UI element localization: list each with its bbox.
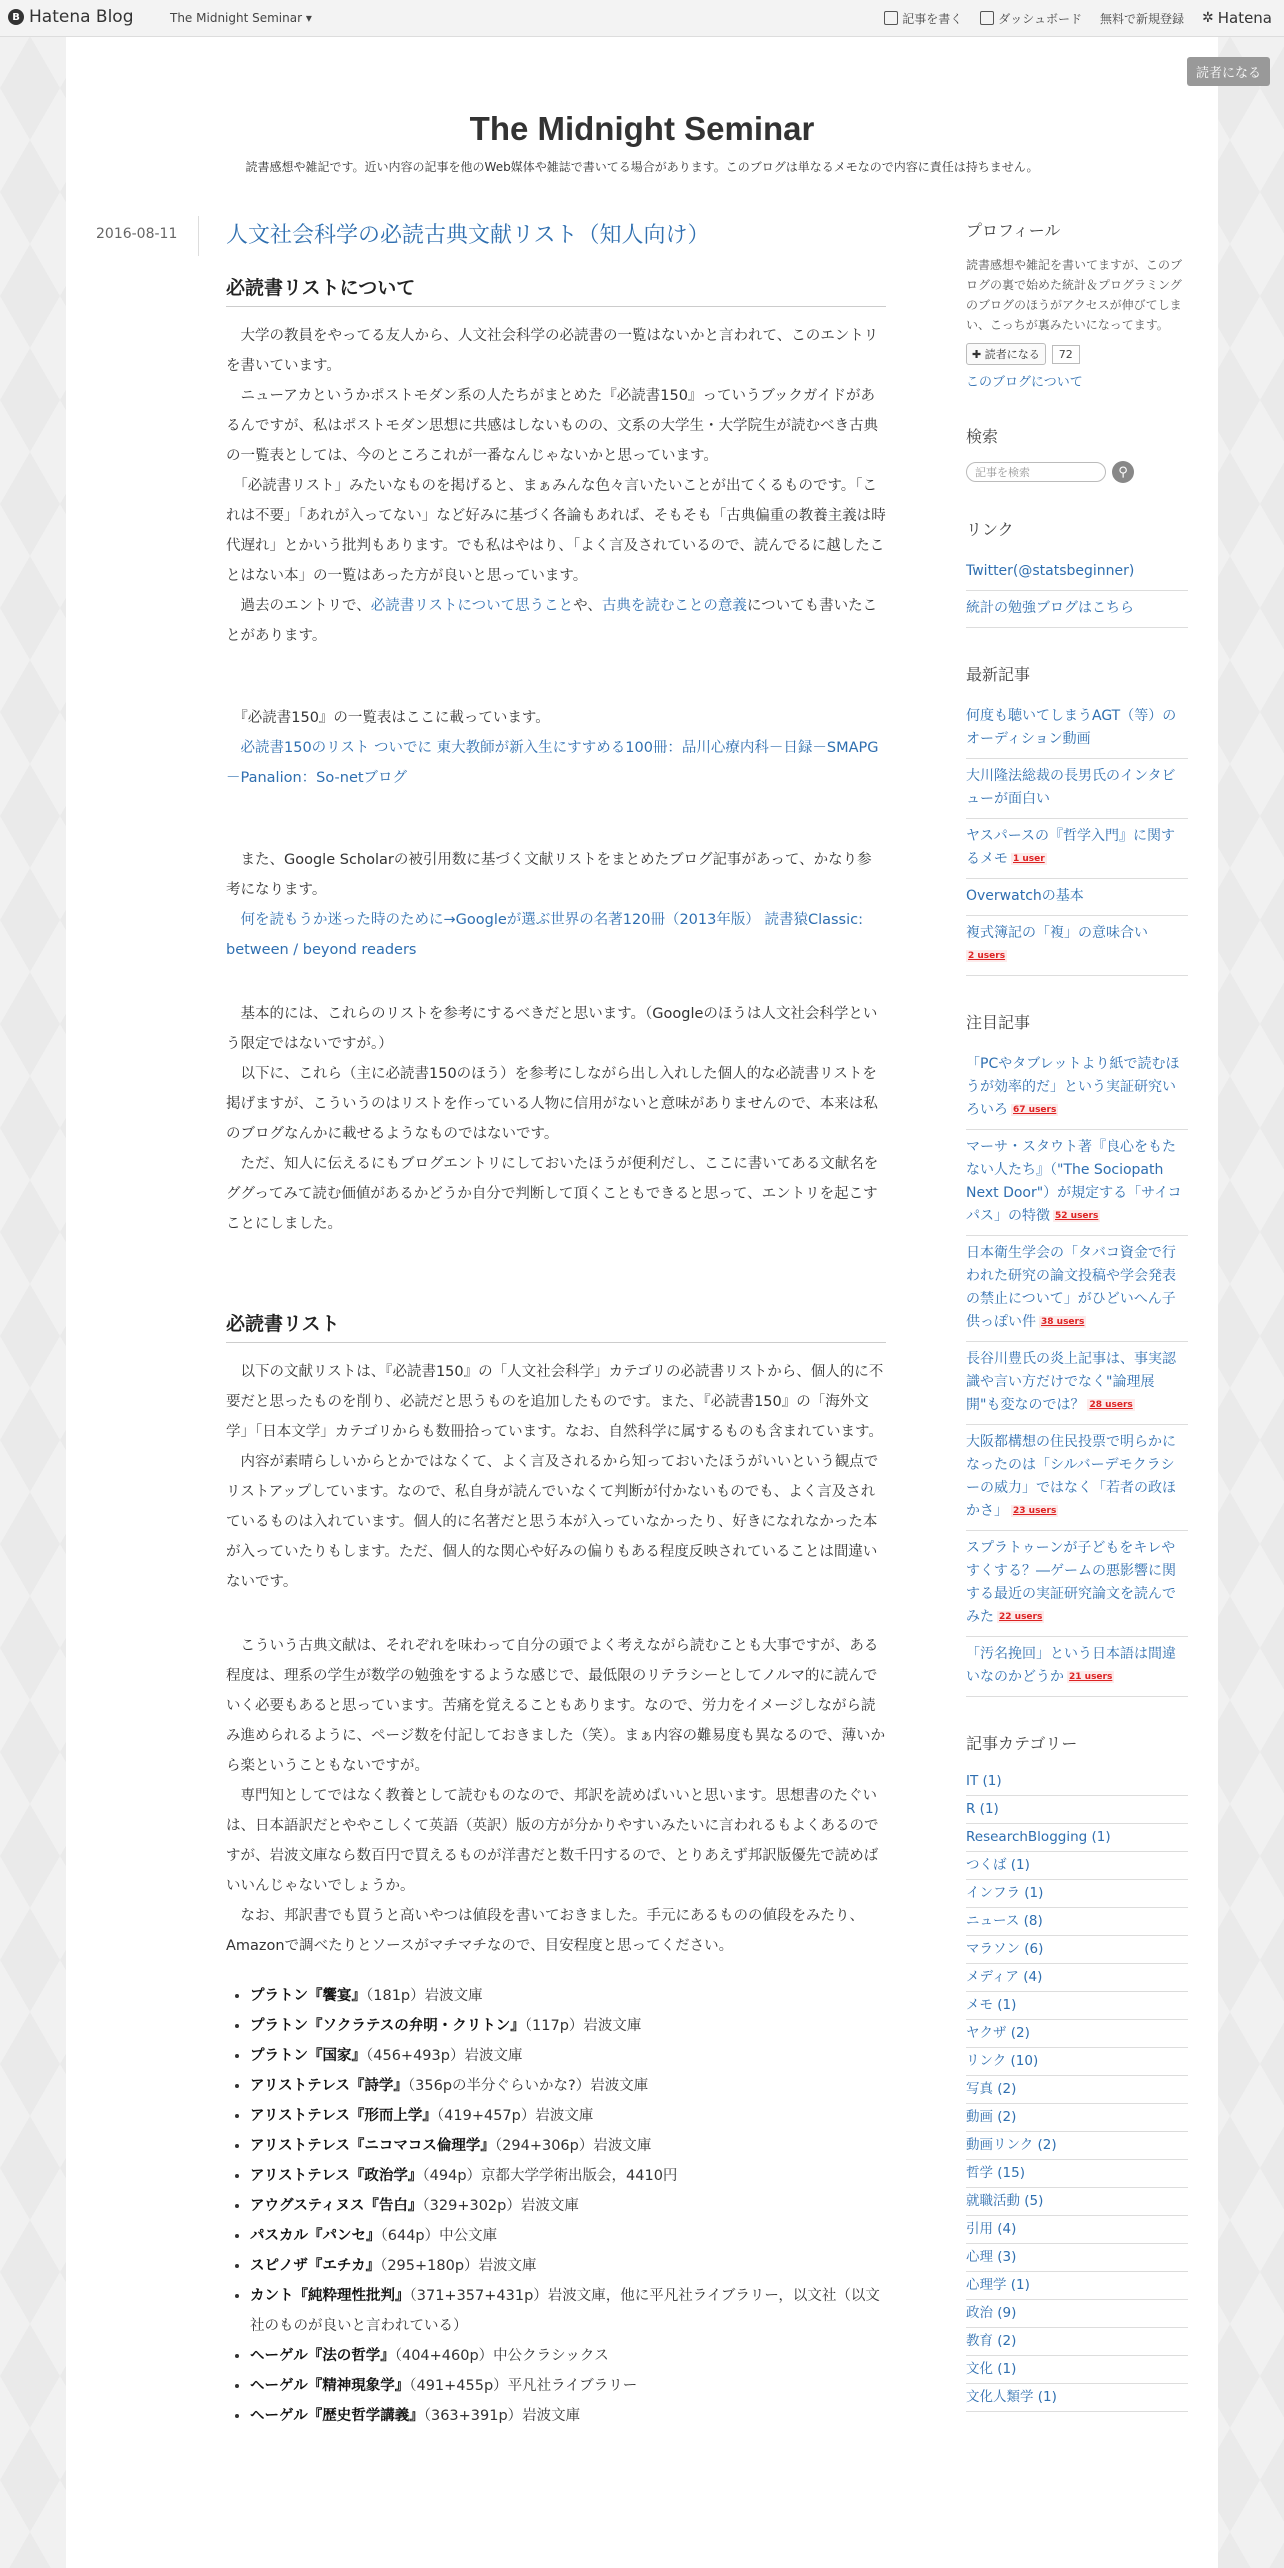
paragraph-text: 大学の教員をやってる友人から、人文社会科学の必読書の一覧はないかと言われて、このエントリを書いています。 — [226, 328, 879, 374]
book-title: アリストテレス『形而上学』 — [250, 2108, 437, 2124]
book-note: （371+357+431p）岩波文庫，他に平凡社ライブラリー，以文社（以文社のものが良いと言われている） — [250, 2288, 880, 2334]
category-item[interactable]: 哲学 (15) — [966, 2160, 1188, 2188]
bookmark-count[interactable]: 23 users — [1013, 1506, 1057, 1516]
paragraph — [226, 1357, 886, 1447]
sidebar — [966, 218, 1188, 2446]
paragraph — [226, 321, 886, 381]
paragraph-text: 内容が素晴らしいからとかではなくて、よく言及されるから知っておいたほうがいいという観点でリストアップしています。なので、私自身が読んでいなくて判断が付かないものでも、よく言及されているものは入れています。個人的に名著だと思う本が入っていなかったり、好きになれなかった本が入っていたりもします。ただ、個人的な関心や好みの偏りもある程度反映されていることは間違いないです。 — [226, 1454, 879, 1590]
book-title: カント『純粋理性批判』 — [250, 2288, 410, 2304]
inline-link[interactable]: 必読書リストについて思うこと — [370, 598, 574, 614]
category-item[interactable]: 心理 (3) — [966, 2244, 1188, 2272]
book-note: （419+457p）岩波文庫 — [436, 2108, 594, 2124]
book-title: アウグスティヌス『告白』 — [250, 2198, 423, 2214]
paragraph-text: 過去のエントリで、 — [240, 598, 371, 614]
inline-link[interactable]: 古典を読むことの意義 — [601, 598, 747, 614]
book-item — [250, 1981, 886, 2011]
popular-entry[interactable] — [966, 1342, 1188, 1425]
bookmark-count[interactable]: 1 user — [1013, 854, 1045, 864]
paragraph — [226, 999, 886, 1059]
dashboard-label: ダッシュボード — [998, 11, 1082, 26]
hatena-menu[interactable] — [1202, 9, 1272, 27]
popular-entry-title[interactable]: 長谷川豊氏の炎上記事は、事実認識や言い方だけでなく"論理展開"も変なのでは？ — [966, 1351, 1176, 1413]
reader-count[interactable]: 72 — [1052, 345, 1080, 364]
book-title: パスカル『パンセ』 — [250, 2228, 381, 2244]
category-item[interactable]: メモ (1) — [966, 1992, 1188, 2020]
popular-entry-title[interactable]: 日本衛生学会の「タバコ資金で行われた研究の論文投稿や学会発表の禁止について」がひどいへん子供っぽい件 — [966, 1245, 1176, 1330]
dashboard-button[interactable] — [980, 10, 1082, 27]
paragraph-text: 『必読書150』の一覧表はここに載っています。 — [240, 710, 550, 726]
category-item[interactable]: 動画 (2) — [966, 2104, 1188, 2132]
hatena-blog-logo[interactable] — [8, 7, 134, 27]
recent-entry-title[interactable]: 複式簿記の「複」の意味合い — [966, 925, 1148, 941]
paragraph-text: こういう古典文献は、それぞれを味わって自分の頭でよく考えながら読むことも大事ですが、ある程度は、理系の学生が数学の勉強をするような感じで、最低限のリテラシーとしてノルマ的に読んでいく必要もあると思っています。苦痛を覚えることもあります。なので、労力をイメージしながら読み進められるように、ページ数を付記しておきました（笑）。まぁ内容の難易度も異なるので、薄いから楽ということもないですが。 — [226, 1638, 886, 1774]
book-note: （295+180p）岩波文庫 — [380, 2258, 537, 2274]
book-note: （181p）岩波文庫 — [366, 1988, 483, 2004]
logo-text: Hatena Blog — [29, 7, 134, 27]
entry-date[interactable]: 2016-08-11 — [96, 226, 178, 242]
dashboard-icon — [980, 11, 994, 25]
search-icon: ⚲ — [1118, 464, 1128, 480]
external-link[interactable]: 必読書150のリスト ついでに 東大教師が新入生にすすめる100冊：品川心療内科－日録－SMAPG－Panalion：So-netブログ — [226, 740, 879, 786]
category-module — [966, 1731, 1188, 2412]
book-item — [250, 2131, 886, 2161]
category-item[interactable]: つくば (1) — [966, 1852, 1188, 1880]
recent-heading: 最新記事 — [966, 665, 1031, 684]
bookmark-count[interactable]: 28 users — [1089, 1400, 1133, 1410]
category-item[interactable]: リンク (10) — [966, 2048, 1188, 2076]
paragraph — [226, 733, 886, 793]
paragraph-text: なお、邦訳書でも買うと高いやつは値段を書いておきました。手元にあるものの値段をみたり、Amazonで調べたりとソースがマチマチなので、目安程度と思ってください。 — [226, 1908, 864, 1954]
category-item[interactable]: 文化人類学 (1) — [966, 2384, 1188, 2412]
write-label: 記事を書く — [902, 11, 963, 26]
paragraph-text: 「必読書リスト」みたいなものを掲げると、まぁみんな色々言いたいことが出てくるものです。「これは不要」「あれが入ってない」など好みに基づく各論もあれば、そもそも「古典偏重の教養主義は時代遅れ」とかいう批判もあります。でも私はやはり、「よく言及されているので、読んでるに越したことはない本」の一覧はあった方が良いと思っています。 — [226, 478, 886, 584]
gear-icon: ✲ — [1201, 10, 1214, 26]
paragraph — [226, 1631, 886, 1781]
popular-entry-title[interactable]: 「汚名挽回」という日本語は間違いなのかどうか — [966, 1646, 1176, 1685]
profile-heading: プロフィール — [966, 221, 1061, 240]
popular-entry-title[interactable]: 「PCやタブレットより紙で読むほうが効率的だ」という実証研究いろいろ — [966, 1056, 1180, 1118]
category-item[interactable]: 教育 (2) — [966, 2328, 1188, 2356]
profile-module — [966, 218, 1188, 390]
book-item — [250, 2281, 886, 2341]
recent-entry-title[interactable]: 大川隆法総裁の長男氏のインタビューが面白い — [966, 768, 1176, 807]
bookmark-count[interactable]: 67 users — [1013, 1105, 1057, 1115]
category-item[interactable]: 心理学 (1) — [966, 2272, 1188, 2300]
recent-entry-title[interactable]: 何度も聴いてしまうAGT（等）のオーディション動画 — [966, 708, 1177, 747]
book-item — [250, 2191, 886, 2221]
recent-entry[interactable] — [966, 699, 1188, 759]
paragraph — [226, 845, 886, 905]
paragraph-text: についても書いたことがあります。 — [226, 598, 878, 644]
category-item[interactable]: 文化 (1) — [966, 2356, 1188, 2384]
book-item — [250, 2071, 886, 2101]
popular-entry-title[interactable]: 大阪都構想の住民投票で明らかになったのは「シルバーデモクラシーの威力」ではなく「若者の政ほかさ」 — [966, 1434, 1176, 1519]
paragraph-text: ただ、知人に伝えるにもブログエントリにしておいたほうが便利だし、ここに書いてある文献名をググってみて読む価値があるかどうか自分で判断して頂くこともできると思って、エントリを起こすことにしました。 — [226, 1156, 879, 1232]
paragraph — [226, 905, 886, 965]
category-item[interactable]: 政治 (9) — [966, 2300, 1188, 2328]
category-item[interactable]: メディア (4) — [966, 1964, 1188, 1992]
about-blog-link[interactable]: このブログについて — [966, 375, 1083, 390]
subscribe-button[interactable]: 読者になる — [1187, 57, 1270, 86]
paragraph — [226, 381, 886, 471]
popular-entry[interactable] — [966, 1047, 1188, 1130]
category-item[interactable]: マラソン (6) — [966, 1936, 1188, 1964]
external-link[interactable]: 何を読もうか迷った時のために→Googleが選ぶ世界の名著120冊（2013年版） 読書猿Classic: between / beyond readers — [226, 912, 863, 958]
category-heading: 記事カテゴリー — [966, 1734, 1078, 1753]
category-item[interactable]: 就職活動 (5) — [966, 2188, 1188, 2216]
book-note: （294+306p）岩波文庫 — [494, 2138, 652, 2154]
bookmark-count[interactable]: 21 users — [1069, 1672, 1113, 1682]
book-item — [250, 2251, 886, 2281]
book-item — [250, 2341, 886, 2371]
paragraph — [226, 591, 886, 651]
paragraph — [226, 1781, 886, 1901]
book-list — [226, 1981, 886, 2431]
recent-entries-module — [966, 662, 1188, 976]
recent-entry-title[interactable]: ヤスパースの『哲学入門』に関するメモ — [966, 828, 1176, 867]
search-heading: 検索 — [966, 427, 999, 446]
book-title: プラトン『国家』 — [250, 2048, 366, 2064]
category-item[interactable]: IT (1) — [966, 1768, 1188, 1796]
book-note: （404+460p）中公クラシックス — [394, 2348, 609, 2364]
profile-text: 読書感想や雑記を書いてますが、このブログの裏で始めた統計＆プログラミングのブログのほうがアクセスが伸びてしまい、こっちが裏みたいになってます。 — [966, 258, 1183, 332]
book-title: ヘーゲル『精神現象学』 — [250, 2378, 410, 2394]
book-item — [250, 2401, 886, 2431]
sidebar-link[interactable]: 統計の勉強ブログはこちら — [966, 591, 1188, 628]
recent-entry[interactable] — [966, 759, 1188, 819]
book-note: （363+391p）岩波文庫 — [423, 2408, 581, 2424]
popular-entries-module — [966, 1010, 1188, 1697]
recent-entry[interactable] — [966, 879, 1188, 916]
category-item[interactable]: ヤクザ (2) — [966, 2020, 1188, 2048]
blog-description: 読書感想や雑記です。近い内容の記事を他のWeb媒体や雑誌で書いてる場合があります。このブログは単なるメモなので内容に責任は持ちません。 — [245, 160, 1039, 174]
paragraph — [226, 1059, 886, 1149]
register-link[interactable]: 無料で新規登録 — [1099, 11, 1184, 26]
hatena-label: Hatena — [1217, 9, 1272, 27]
popular-heading: 注目記事 — [966, 1013, 1031, 1032]
paragraph — [226, 703, 886, 733]
paragraph-text: 専門知としてではなく教養として読むものなので、邦訳を読めばいいと思います。思想書のたぐいは、日本語訳だとややこしくて英語（英訳）版の方が分かりやすいみたいに言われるもよくあるのですが、岩波文庫なら数百円で買えるものが洋書だと数千円するので、とりあえず邦訳版優先で読めばいいんじゃないでしょうか。 — [226, 1788, 879, 1894]
search-module — [966, 424, 1188, 483]
category-item[interactable]: 動画リンク (2) — [966, 2132, 1188, 2160]
paragraph — [226, 1901, 886, 1961]
book-title: アリストテレス『詩学』 — [250, 2078, 408, 2094]
global-header — [0, 0, 1284, 37]
book-note: （644p）中公文庫 — [380, 2228, 498, 2244]
book-note: （117p）岩波文庫 — [524, 2018, 642, 2034]
category-item[interactable]: 写真 (2) — [966, 2076, 1188, 2104]
bookmark-count[interactable]: 22 users — [999, 1612, 1043, 1622]
paragraph — [226, 1447, 886, 1597]
subscribe-small-button[interactable]: ✚ 読者になる — [966, 343, 1046, 365]
bookmark-count[interactable]: 38 users — [1041, 1317, 1085, 1327]
book-title: アリストテレス『政治学』 — [250, 2168, 423, 2184]
book-title: ヘーゲル『法の哲学』 — [250, 2348, 395, 2364]
blog-header — [0, 110, 1284, 175]
book-title: プラトン『ソクラテスの弁明・クリトン』 — [250, 2018, 525, 2034]
category-item[interactable]: ResearchBlogging (1) — [966, 1824, 1188, 1852]
entry-body — [226, 218, 886, 2431]
paragraph-text: 以下の文献リストは、『必読書150』の「人文社会科学」カテゴリの必読書リストから、個人的に不要だと思ったものを削り、必読だと思うものを追加したものです。また、『必読書150』の「海外文学」「日本文学」カテゴリからも数冊拾っています。なお、自然科学に属するものも含まれています。 — [226, 1364, 884, 1440]
blog-title[interactable]: The Midnight Seminar — [469, 110, 815, 147]
bookmark-count[interactable]: 52 users — [1055, 1211, 1099, 1221]
category-item[interactable]: R (1) — [966, 1796, 1188, 1824]
paragraph — [226, 471, 886, 591]
popular-entry[interactable] — [966, 1637, 1188, 1697]
pencil-icon — [884, 11, 898, 25]
popular-entry[interactable] — [966, 1236, 1188, 1342]
recent-entry[interactable] — [966, 916, 1188, 976]
popular-entry[interactable] — [966, 1531, 1188, 1637]
paragraph — [226, 1149, 886, 1239]
paragraph-text: や、 — [573, 598, 602, 614]
book-note: （456+493p）岩波文庫 — [366, 2048, 523, 2064]
entry-title[interactable]: 人文社会科学の必読古典文献リスト（知人向け） — [226, 223, 710, 248]
paragraph-text: ニューアカというかポストモダン系の人たちがまとめた『必読書150』っていうブックガイドがあるんですが、私はポストモダン思想に共感はしないものの、文系の大学生・大学院生が読むべき古典の一覧表としては、今のところこれが一番なんじゃないかと思っています。 — [226, 388, 879, 464]
date-divider — [198, 216, 199, 256]
category-item[interactable]: 引用 (4) — [966, 2216, 1188, 2244]
book-title: プラトン『饗宴』 — [250, 1988, 366, 2004]
search-input[interactable]: 記事を検索 — [966, 462, 1106, 482]
book-title: スピノザ『エチカ』 — [250, 2258, 381, 2274]
paragraph-text: 基本的には、これらのリストを参考にするべきだと思います。（Googleのほうは人文社会科学という限定ではないですが。） — [226, 1006, 878, 1052]
blog-selector[interactable]: The Midnight Seminar ▾ — [170, 11, 312, 25]
book-title: アリストテレス『ニコマコス倫理学』 — [250, 2138, 495, 2154]
write-entry-button[interactable] — [884, 10, 962, 27]
bookmark-count[interactable]: 2 users — [968, 951, 1006, 961]
book-item — [250, 2161, 886, 2191]
book-note: （329+302p）岩波文庫 — [422, 2198, 579, 2214]
book-item — [250, 2011, 886, 2041]
links-heading: リンク — [966, 520, 1014, 539]
book-title: ヘーゲル『歴史哲学講義』 — [250, 2408, 424, 2424]
section-heading: 必読書リスト — [226, 1309, 886, 1343]
category-item[interactable]: ニュース (8) — [966, 1908, 1188, 1936]
paragraph-text: また、Google Scholarの被引用数に基づく文献リストをまとめたブログ記事があって、かなり参考になります。 — [226, 852, 872, 898]
recent-entry-title[interactable]: Overwatchの基本 — [966, 888, 1084, 904]
recent-entry[interactable] — [966, 819, 1188, 879]
book-item — [250, 2371, 886, 2401]
book-item — [250, 2101, 886, 2131]
popular-entry-title[interactable]: マーサ・スタウト著『良心をもたない人たち』（"The Sociopath Next Door"）が規定する「サイコパス」の特徴 — [966, 1139, 1182, 1224]
book-note: （356pの半分ぐらいかな?）岩波文庫 — [407, 2078, 649, 2094]
hatena-logo-icon: B — [8, 9, 24, 25]
book-note: （491+455p）平凡社ライブラリー — [409, 2378, 638, 2394]
category-item[interactable]: インフラ (1) — [966, 1880, 1188, 1908]
paragraph-text: 以下に、これら（主に必読書150のほう）を参考にしながら出し入れした個人的な必読書リストを掲げますが、こういうのはリストを作っている人物に信用がないと意味がありませんので、本来は私のブログなんかに載せるようなものではないです。 — [226, 1066, 878, 1142]
search-button[interactable] — [1112, 461, 1134, 483]
book-item — [250, 2041, 886, 2071]
popular-entry[interactable] — [966, 1425, 1188, 1531]
popular-entry[interactable] — [966, 1130, 1188, 1236]
book-item — [250, 2221, 886, 2251]
book-note: （494p）京都大学学術出版会，4410円 — [422, 2168, 678, 2184]
section-heading: 必読書リストについて — [226, 273, 886, 307]
sidebar-link[interactable]: Twitter(@statsbeginner) — [966, 554, 1188, 591]
links-module — [966, 517, 1188, 628]
popular-entry-title[interactable]: スプラトゥーンが子どもをキレやすくする？―ゲームの悪影響に関する最近の実証研究論文を読んでみた — [966, 1540, 1176, 1625]
